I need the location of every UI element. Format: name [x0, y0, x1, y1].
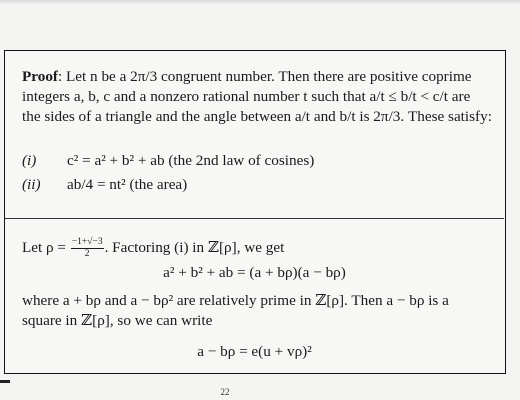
item-label-i: (i): [22, 152, 37, 169]
cosine-law-formula: c² = a² + b² + ab: [67, 152, 165, 169]
let-prefix: Let ρ =: [22, 238, 70, 256]
coprime-paragraph: where a + bρ and a − bρ² are relatively prime in ℤ[ρ]. Then a − bρ is a square in ℤ[ρ], so we can write: [22, 292, 449, 329]
factoring-equation: a² + b² + ab = (a + bρ)(a − bρ): [163, 264, 346, 281]
square-equation: a − bρ = e(u + vρ)²: [197, 343, 312, 360]
proof-box: [5, 51, 504, 219]
slide-frame: [4, 50, 506, 374]
proof-intro: : Let n be a 2π/3 congruent number. Then there are positive coprime integers a, b, c and a nonzero rational number t such that a/t ≤ b/t < c/t are the sides of a triangle and the angle between a/t and b/t is 2π/3. These satisfy:: [22, 68, 492, 125]
scan-top-edge: [0, 0, 520, 4]
proof-paragraph: [22, 67, 492, 127]
cosine-law-body: [67, 151, 314, 171]
rho-denominator: 2: [84, 249, 90, 259]
area-body: [67, 175, 187, 195]
rho-definition-line: [22, 237, 284, 260]
let-suffix: . Factoring (i) in ℤ[ρ], we get: [104, 238, 285, 256]
page-number: 22: [220, 387, 230, 397]
area-formula: ab/4 = nt²: [67, 176, 126, 193]
rho-fraction: [71, 237, 104, 260]
area-note: (the area): [129, 176, 188, 193]
item-label-ii: (ii): [22, 176, 41, 193]
proof-label: Proof: [22, 68, 58, 85]
cosine-law-note: (the 2nd law of cosines): [168, 152, 315, 169]
scan-edge-mark: [0, 380, 10, 383]
rho-numerator: −1+√−3: [71, 237, 103, 247]
